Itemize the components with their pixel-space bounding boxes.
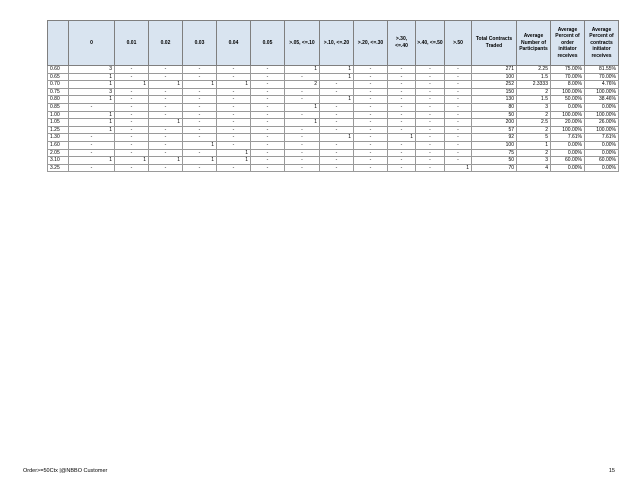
table-cell: 100.00% bbox=[585, 126, 619, 134]
table-row bbox=[48, 81, 619, 89]
table-cell: - bbox=[416, 111, 445, 119]
table-cell: 2.5 bbox=[517, 119, 551, 127]
table-cell: - bbox=[445, 96, 472, 104]
table-cell: - bbox=[416, 164, 445, 172]
table-cell: - bbox=[354, 88, 388, 96]
column-header: 0 bbox=[69, 21, 115, 66]
table-cell: 1.5 bbox=[517, 73, 551, 81]
column-header: 0.01 bbox=[115, 21, 149, 66]
table-cell: - bbox=[354, 96, 388, 104]
row-label-cell: 1.00 bbox=[48, 111, 69, 119]
table-cell: 100.00% bbox=[551, 126, 585, 134]
table-body bbox=[48, 66, 619, 172]
table-cell: - bbox=[388, 96, 416, 104]
table-cell: - bbox=[285, 111, 320, 119]
table-cell: 1 bbox=[69, 157, 115, 165]
table-cell: - bbox=[388, 157, 416, 165]
table-cell: - bbox=[320, 88, 354, 96]
table-cell: 2 bbox=[517, 111, 551, 119]
table-cell: 60.00% bbox=[551, 157, 585, 165]
column-header: Average Number of Participants bbox=[517, 21, 551, 66]
table-cell: - bbox=[149, 111, 183, 119]
table-cell: - bbox=[183, 126, 217, 134]
table-cell: - bbox=[320, 119, 354, 127]
table-cell: 2 bbox=[517, 126, 551, 134]
table-cell: - bbox=[69, 134, 115, 142]
table-cell: 81.55% bbox=[585, 66, 619, 74]
table-cell: - bbox=[183, 164, 217, 172]
table-cell: - bbox=[115, 149, 149, 157]
table-cell: 1 bbox=[285, 103, 320, 111]
table-row bbox=[48, 73, 619, 81]
table-cell: 100.00% bbox=[551, 111, 585, 119]
table-cell: - bbox=[115, 96, 149, 104]
table-cell: - bbox=[69, 149, 115, 157]
table-cell: - bbox=[445, 134, 472, 142]
row-label-cell: 1.60 bbox=[48, 141, 69, 149]
table-cell: - bbox=[416, 96, 445, 104]
table-cell: - bbox=[285, 157, 320, 165]
row-label-cell: 1.05 bbox=[48, 119, 69, 127]
table-cell: 1 bbox=[69, 81, 115, 89]
table-cell: - bbox=[217, 164, 251, 172]
table-cell: - bbox=[149, 126, 183, 134]
table-cell: - bbox=[183, 111, 217, 119]
table-cell: - bbox=[354, 73, 388, 81]
table-cell: - bbox=[149, 88, 183, 96]
data-table bbox=[47, 20, 619, 172]
table-cell: 3 bbox=[69, 66, 115, 74]
table-cell: 7.61% bbox=[585, 134, 619, 142]
table-cell: - bbox=[115, 88, 149, 96]
table-cell: 150 bbox=[472, 88, 517, 96]
table-cell: - bbox=[115, 141, 149, 149]
table-cell: 3 bbox=[517, 157, 551, 165]
table-row bbox=[48, 96, 619, 104]
table-cell: 0.00% bbox=[585, 149, 619, 157]
table-cell: 1 bbox=[388, 134, 416, 142]
table-cell: - bbox=[445, 111, 472, 119]
table-cell: - bbox=[149, 66, 183, 74]
table-cell: 75.00% bbox=[551, 66, 585, 74]
table-cell: - bbox=[416, 103, 445, 111]
table-cell: 100.00% bbox=[585, 111, 619, 119]
table-cell: - bbox=[115, 119, 149, 127]
column-header: >.05, <=.10 bbox=[285, 21, 320, 66]
table-cell: 5 bbox=[517, 134, 551, 142]
table-cell: 1 bbox=[183, 141, 217, 149]
table-cell: - bbox=[354, 103, 388, 111]
table-cell: 0.00% bbox=[551, 164, 585, 172]
table-cell: - bbox=[217, 88, 251, 96]
table-cell: 1 bbox=[149, 157, 183, 165]
table-cell: 1 bbox=[183, 157, 217, 165]
table-cell: - bbox=[149, 134, 183, 142]
table-cell: - bbox=[115, 103, 149, 111]
table-cell: - bbox=[149, 73, 183, 81]
table-cell: 100 bbox=[472, 73, 517, 81]
table-cell: - bbox=[217, 141, 251, 149]
table-cell: - bbox=[285, 164, 320, 172]
table-cell: - bbox=[320, 157, 354, 165]
table-cell: - bbox=[285, 149, 320, 157]
table-row bbox=[48, 126, 619, 134]
table-cell: - bbox=[416, 73, 445, 81]
table-cell: - bbox=[445, 119, 472, 127]
table-cell: - bbox=[217, 119, 251, 127]
column-header: Average Percent of contracts initiator receives bbox=[585, 21, 619, 66]
table-cell: - bbox=[251, 73, 285, 81]
table-cell: - bbox=[217, 103, 251, 111]
table-cell: - bbox=[115, 134, 149, 142]
row-label-cell: 0.80 bbox=[48, 96, 69, 104]
table-cell: 70 bbox=[472, 164, 517, 172]
table-cell: - bbox=[69, 164, 115, 172]
table-cell: - bbox=[320, 126, 354, 134]
table-cell: 1 bbox=[320, 96, 354, 104]
row-label-cell: 1.30 bbox=[48, 134, 69, 142]
table-cell: - bbox=[320, 141, 354, 149]
table-cell: 26.00% bbox=[585, 119, 619, 127]
column-header: >.50 bbox=[445, 21, 472, 66]
row-label-cell: 0.65 bbox=[48, 73, 69, 81]
table-cell: - bbox=[285, 96, 320, 104]
table-cell: 2 bbox=[517, 149, 551, 157]
table-cell: - bbox=[388, 149, 416, 157]
table-row bbox=[48, 103, 619, 111]
table-cell: - bbox=[388, 164, 416, 172]
table-cell: - bbox=[445, 73, 472, 81]
table-cell: - bbox=[388, 81, 416, 89]
table-row bbox=[48, 157, 619, 165]
table-cell: - bbox=[445, 81, 472, 89]
table-cell: - bbox=[445, 141, 472, 149]
table-cell: - bbox=[320, 164, 354, 172]
table-cell: - bbox=[416, 157, 445, 165]
table-cell: - bbox=[217, 66, 251, 74]
table-cell: - bbox=[445, 157, 472, 165]
table-cell: - bbox=[69, 103, 115, 111]
table-cell: 100 bbox=[472, 141, 517, 149]
column-header: >.30, <=.40 bbox=[388, 21, 416, 66]
row-label-cell: 0.60 bbox=[48, 66, 69, 74]
table-cell: - bbox=[354, 126, 388, 134]
table-cell: 1 bbox=[320, 73, 354, 81]
table-cell: - bbox=[251, 103, 285, 111]
table-row bbox=[48, 164, 619, 172]
table-cell: 1 bbox=[517, 141, 551, 149]
table-cell: 75 bbox=[472, 149, 517, 157]
table-cell: - bbox=[251, 119, 285, 127]
table-cell: - bbox=[285, 126, 320, 134]
table-cell: 1 bbox=[320, 134, 354, 142]
table-cell: 0.00% bbox=[551, 141, 585, 149]
table-cell: - bbox=[416, 126, 445, 134]
table-cell: - bbox=[416, 81, 445, 89]
table-cell: 70.00% bbox=[551, 73, 585, 81]
table-cell: - bbox=[183, 73, 217, 81]
table-cell: - bbox=[251, 164, 285, 172]
table-cell: 57 bbox=[472, 126, 517, 134]
table-cell: - bbox=[149, 164, 183, 172]
table-row bbox=[48, 111, 619, 119]
table-cell: - bbox=[320, 103, 354, 111]
table-cell: - bbox=[354, 149, 388, 157]
table-cell: - bbox=[115, 111, 149, 119]
table-cell: - bbox=[320, 149, 354, 157]
table-cell: - bbox=[354, 111, 388, 119]
table-cell: - bbox=[445, 66, 472, 74]
table-cell: 70.00% bbox=[585, 73, 619, 81]
table-cell: 200 bbox=[472, 119, 517, 127]
row-label-cell: 0.85 bbox=[48, 103, 69, 111]
table-cell: - bbox=[285, 73, 320, 81]
table-cell: - bbox=[115, 164, 149, 172]
table-cell: 1 bbox=[320, 66, 354, 74]
table-row bbox=[48, 141, 619, 149]
table-cell: - bbox=[217, 134, 251, 142]
table-cell: - bbox=[388, 103, 416, 111]
table-cell: 130 bbox=[472, 96, 517, 104]
table-cell: - bbox=[251, 157, 285, 165]
table-cell: 1 bbox=[149, 119, 183, 127]
table-cell: - bbox=[115, 73, 149, 81]
table-cell: - bbox=[285, 141, 320, 149]
table-cell: - bbox=[183, 66, 217, 74]
column-header: 0.04 bbox=[217, 21, 251, 66]
table-cell: - bbox=[115, 126, 149, 134]
table-cell: - bbox=[251, 141, 285, 149]
table-cell: - bbox=[217, 96, 251, 104]
table-cell: - bbox=[445, 88, 472, 96]
table-cell: - bbox=[388, 73, 416, 81]
table-cell: - bbox=[183, 149, 217, 157]
table-cell: 2.3333 bbox=[517, 81, 551, 89]
table-cell: 252 bbox=[472, 81, 517, 89]
table-cell: - bbox=[416, 141, 445, 149]
table-cell: 1 bbox=[69, 119, 115, 127]
table-cell: - bbox=[416, 119, 445, 127]
table-cell: 1 bbox=[149, 81, 183, 89]
row-label-cell: 3.25 bbox=[48, 164, 69, 172]
table-cell: - bbox=[388, 66, 416, 74]
table-cell: 1 bbox=[217, 157, 251, 165]
table-cell: 0.00% bbox=[585, 164, 619, 172]
table-cell: 3 bbox=[517, 103, 551, 111]
table-cell: - bbox=[149, 96, 183, 104]
table-cell: - bbox=[149, 149, 183, 157]
table-cell: - bbox=[69, 141, 115, 149]
table-cell: 38.46% bbox=[585, 96, 619, 104]
table-cell: - bbox=[320, 81, 354, 89]
table-cell: 50 bbox=[472, 157, 517, 165]
table-cell: 2 bbox=[285, 81, 320, 89]
page-number: 15 bbox=[608, 468, 615, 474]
table-cell: 2 bbox=[517, 88, 551, 96]
table-cell: 100.00% bbox=[585, 88, 619, 96]
row-label-cell: 2.05 bbox=[48, 149, 69, 157]
table-cell: - bbox=[251, 88, 285, 96]
table-cell: - bbox=[115, 66, 149, 74]
table-cell: - bbox=[354, 81, 388, 89]
column-header: 0.05 bbox=[251, 21, 285, 66]
table-cell: - bbox=[416, 66, 445, 74]
table-cell: - bbox=[416, 134, 445, 142]
table-cell: - bbox=[354, 66, 388, 74]
table-cell: 1 bbox=[217, 81, 251, 89]
header-row bbox=[48, 21, 619, 66]
table-cell: 1 bbox=[285, 119, 320, 127]
table-cell: - bbox=[251, 111, 285, 119]
table-cell: 100.00% bbox=[551, 88, 585, 96]
table-cell: - bbox=[285, 88, 320, 96]
table-cell: - bbox=[251, 96, 285, 104]
footer-label: Order>=50Ctx |@NBBO Customer bbox=[23, 468, 108, 474]
table-cell: 7.61% bbox=[551, 134, 585, 142]
table-row bbox=[48, 88, 619, 96]
table-cell: 1 bbox=[183, 81, 217, 89]
column-header: 0.03 bbox=[183, 21, 217, 66]
table-cell: - bbox=[416, 149, 445, 157]
table-cell: 2.25 bbox=[517, 66, 551, 74]
table-cell: - bbox=[217, 126, 251, 134]
table-cell: 271 bbox=[472, 66, 517, 74]
table-cell: - bbox=[445, 126, 472, 134]
table-cell: 0.00% bbox=[551, 149, 585, 157]
table-cell: 8.00% bbox=[551, 81, 585, 89]
table-cell: - bbox=[149, 103, 183, 111]
row-label-cell: 3.10 bbox=[48, 157, 69, 165]
table-cell: - bbox=[251, 134, 285, 142]
column-header: 0.02 bbox=[149, 21, 183, 66]
table-cell: - bbox=[445, 103, 472, 111]
table-cell: 1 bbox=[69, 126, 115, 134]
table-cell: - bbox=[217, 111, 251, 119]
table-cell: - bbox=[320, 111, 354, 119]
column-header: >.20, <=.30 bbox=[354, 21, 388, 66]
table-cell: - bbox=[251, 81, 285, 89]
table-cell: 4 bbox=[517, 164, 551, 172]
column-header: >.40, <=.50 bbox=[416, 21, 445, 66]
table-cell: - bbox=[285, 134, 320, 142]
table-cell: - bbox=[445, 149, 472, 157]
table-cell: - bbox=[388, 141, 416, 149]
table-cell: - bbox=[149, 141, 183, 149]
table-cell: 1 bbox=[115, 157, 149, 165]
table-cell: 1 bbox=[69, 111, 115, 119]
table-row bbox=[48, 134, 619, 142]
table-cell: - bbox=[251, 149, 285, 157]
table-cell: - bbox=[354, 164, 388, 172]
table-cell: 3 bbox=[69, 88, 115, 96]
column-header-strike bbox=[48, 21, 69, 66]
column-header: >.10, <=.20 bbox=[320, 21, 354, 66]
table-cell: - bbox=[354, 119, 388, 127]
table-cell: - bbox=[354, 157, 388, 165]
table-cell: 1 bbox=[285, 66, 320, 74]
table-cell: 80 bbox=[472, 103, 517, 111]
table-cell: 4.76% bbox=[585, 81, 619, 89]
table-cell: - bbox=[183, 96, 217, 104]
table-cell: - bbox=[388, 111, 416, 119]
table-cell: 1 bbox=[115, 81, 149, 89]
row-label-cell: 1.25 bbox=[48, 126, 69, 134]
table-cell: 1 bbox=[69, 73, 115, 81]
table-cell: 1.5 bbox=[517, 96, 551, 104]
table-cell: - bbox=[416, 88, 445, 96]
table-cell: 1 bbox=[69, 96, 115, 104]
table-cell: - bbox=[388, 88, 416, 96]
table-row bbox=[48, 119, 619, 127]
table-cell: - bbox=[183, 134, 217, 142]
table-cell: 1 bbox=[217, 149, 251, 157]
table-cell: 50 bbox=[472, 111, 517, 119]
table-cell: 50.00% bbox=[551, 96, 585, 104]
column-header: Average Percent of order initiator receives bbox=[551, 21, 585, 66]
column-header: Total Contracts Traded bbox=[472, 21, 517, 66]
row-label-cell: 0.70 bbox=[48, 81, 69, 89]
table-cell: - bbox=[354, 141, 388, 149]
table-cell: 1 bbox=[445, 164, 472, 172]
table-row bbox=[48, 149, 619, 157]
table-cell: 0.00% bbox=[585, 141, 619, 149]
table-cell: 0.00% bbox=[551, 103, 585, 111]
table-cell: - bbox=[183, 119, 217, 127]
table-cell: 60.00% bbox=[585, 157, 619, 165]
row-label-cell: 0.75 bbox=[48, 88, 69, 96]
table-cell: - bbox=[388, 126, 416, 134]
table-cell: - bbox=[251, 126, 285, 134]
table-cell: 0.00% bbox=[585, 103, 619, 111]
table-cell: - bbox=[388, 119, 416, 127]
table-cell: 92 bbox=[472, 134, 517, 142]
table-cell: - bbox=[217, 73, 251, 81]
table-cell: - bbox=[354, 134, 388, 142]
table-cell: 20.00% bbox=[551, 119, 585, 127]
table-cell: - bbox=[251, 66, 285, 74]
table-cell: - bbox=[183, 103, 217, 111]
table-row bbox=[48, 66, 619, 74]
table-cell: - bbox=[183, 88, 217, 96]
